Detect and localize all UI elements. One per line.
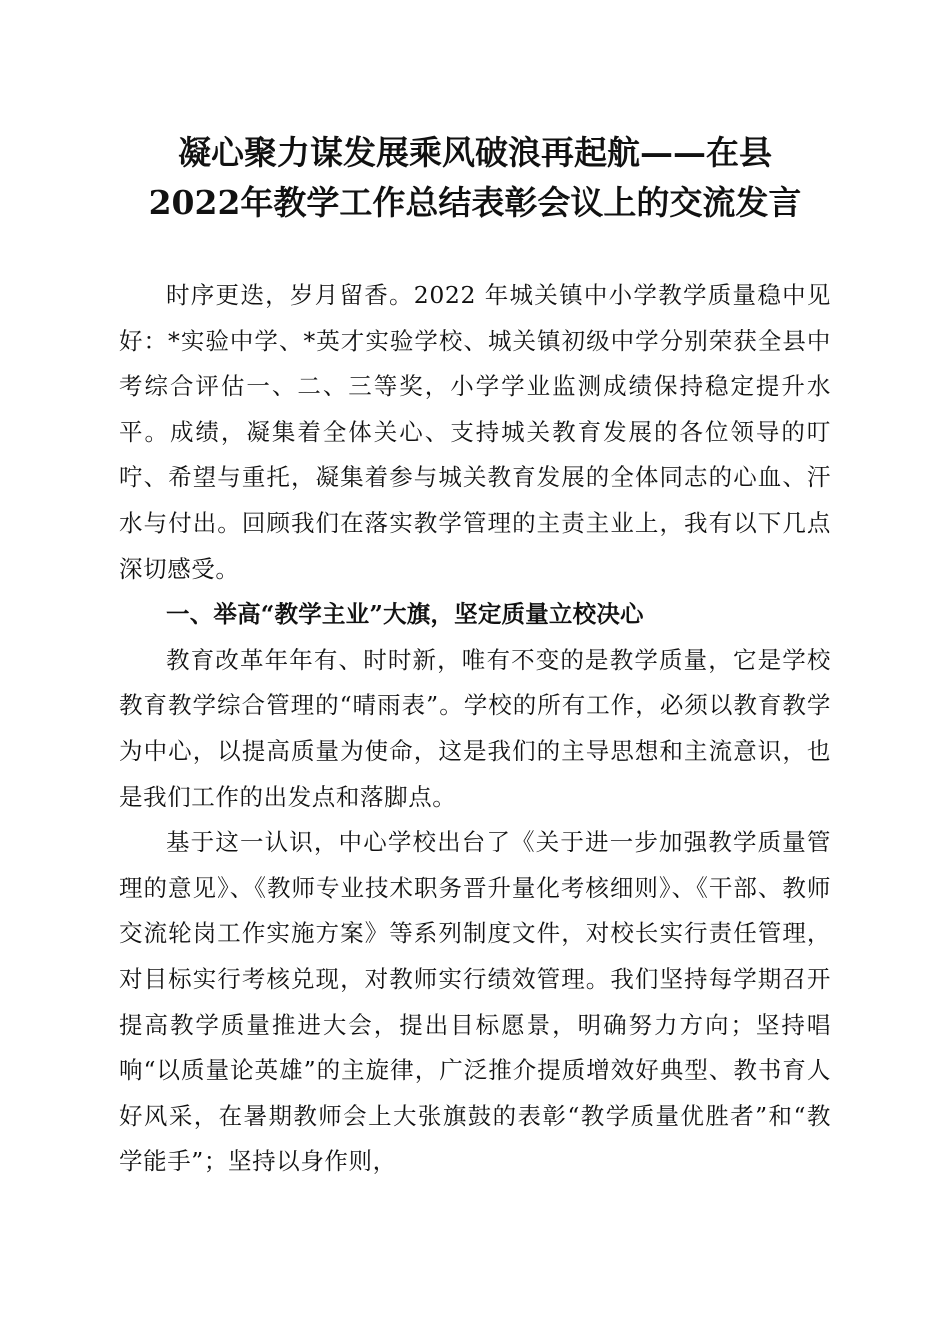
section-heading-1: 一、举高“教学主业”大旗，坚定质量立校决心: [166, 600, 644, 629]
title-line-2: 2022年教学工作总结表彰会议上的交流发言: [148, 183, 802, 222]
intro-paragraph: 时序更迭，岁月留香。2022 年城关镇中小学教学质量稳中见好：*实验中学、*英才实验学校、城关镇初级中学分别荣获全县中考综合评估一、二、三等奖，小学学业监测成绩保持稳定提升水平。成绩，凝集着全体关心、支持城关教育发展的各位领导的叮咛、希望与重托，凝集着参与城关教育发展的全体同志的心血、汗水与付出。回顾我们在落实教学管理的主责主业上，我有以下几点深切感受。: [119, 281, 831, 583]
section1-paragraph-1: 教育改革年年有、时时新，唯有不变的是教学质量，它是学校教育教学综合管理的“晴雨表”。学校的所有工作，必须以教育教学为中心，以提高质量为使命，这是我们的主导思想和主流意识，也是我们工作的出发点和落脚点。: [119, 645, 831, 811]
document-title: [100, 128, 850, 228]
document-body: [119, 273, 831, 1185]
section1-paragraph-2: 基于这一认识，中心学校出台了《关于进一步加强教学质量管理的意见》、《教师专业技术职务晋升量化考核细则》、《干部、教师交流轮岗工作实施方案》等系列制度文件，对校长实行责任管理，对目标实行考核兑现，对教师实行绩效管理。我们坚持每学期召开提高教学质量推进大会，提出目标愿景，明确努力方向；坚持唱响“以质量论英雄”的主旋律，广泛推介提质增效好典型、教书育人好风采，在暑期教师会上大张旗鼓的表彰“教学质量优胜者”和“教学能手”；坚持以身作则，: [119, 828, 831, 1176]
title-line-1: 凝心聚力谋发展乘风破浪再起航——在县: [178, 133, 772, 172]
